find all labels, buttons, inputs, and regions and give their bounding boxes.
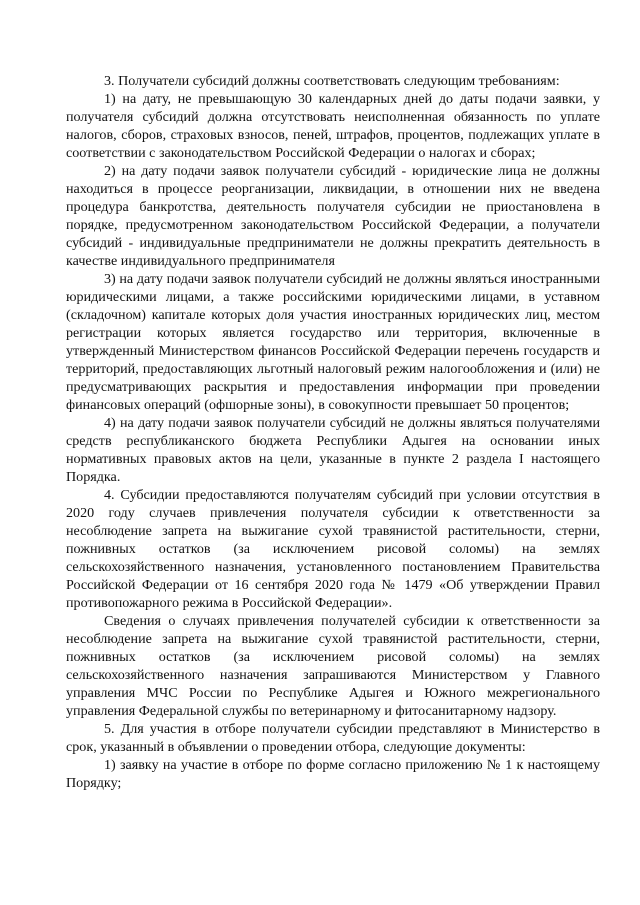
paragraph-section-4: 4. Субсидии предоставляются получателям субсидий при условии отсутствия в 2020 году случаев привлечения получателя субсидии к ответственности за несоблюдение запрета на выжигание сухой травянистой растительности, стерни, пожнивных остатков (за исключением рисовой соломы) на землях сельскохозяйственного назначения, установленного постановлением Правительства Российской Федерации от 16 сентября 2020 года № 1479 «Об утверждении Правил противопожарного режима в Российской Федерации». (66, 487, 600, 611)
paragraph-requirements-intro: 3. Получатели субсидий должны соответствовать следующим требованиям: (104, 73, 560, 89)
paragraph-violations-info: Сведения о случаях привлечения получателей субсидии к ответственности за несоблюдение запрета на выжигание сухой травянистой растительности, стерни, пожнивных остатков (за исключением рисовой соломы) на землях сельскохозяйственного назначения запрашиваются Министерством у Главного управления МЧС России по Республике Адыгея и Южного межрегионального управления Федеральной службы по ветеринарному и фитосанитарному надзору. (66, 613, 600, 719)
paragraph-requirement-1: 1) на дату, не превышающую 30 календарных дней до даты подачи заявки, у получателя субсидий должна отсутствовать неисполненная обязанность по уплате налогов, сборов, страховых взносов, пеней, штрафов, процентов, подлежащих уплате в соответствии с законодательством Российской Федерации о налогах и сборах; (66, 91, 600, 161)
paragraph-requirement-4: 4) на дату подачи заявок получатели субсидий не должны являться получателями средств республиканского бюджета Республики Адыгея на основании иных нормативных правовых актов на цели, указанные в пункте 2 раздела I настоящего Порядка. (66, 415, 600, 485)
paragraph-section-5: 5. Для участия в отборе получатели субсидии представляют в Министерство в срок, указанный в объявлении о проведении отбора, следующие документы: (66, 721, 600, 755)
paragraph-requirement-3: 3) на дату подачи заявок получатели субсидий не должны являться иностранными юридическими лицами, а также российскими юридическими лицами, в уставном (складочном) капитале которых доля участия иностранных юридических лиц, местом регистрации которых является государство или территория, включенные в утвержденный Министерством финансов Российской Федерации перечень государств и территорий, предоставляющих льготный налоговый режим налогообложения и (или) не предусматривающих раскрытия и предоставления информации при проведении финансовых операций (офшорные зоны), в совокупности превышает 50 процентов; (66, 271, 600, 413)
document-body (66, 72, 600, 792)
paragraph-requirement-2: 2) на дату подачи заявок получатели субсидий - юридические лица не должны находиться в процессе реорганизации, ликвидации, в отношении них не введена процедура банкротства, деятельность получателя субсидии не приостановлена в порядке, предусмотренном законодательством Российской Федерации, а получатели субсидий - индивидуальные предприниматели не должны прекратить деятельность в качестве индивидуального предпринимателя (66, 163, 600, 269)
paragraph-document-1: 1) заявку на участие в отборе по форме согласно приложению № 1 к настоящему Порядку; (66, 757, 600, 791)
